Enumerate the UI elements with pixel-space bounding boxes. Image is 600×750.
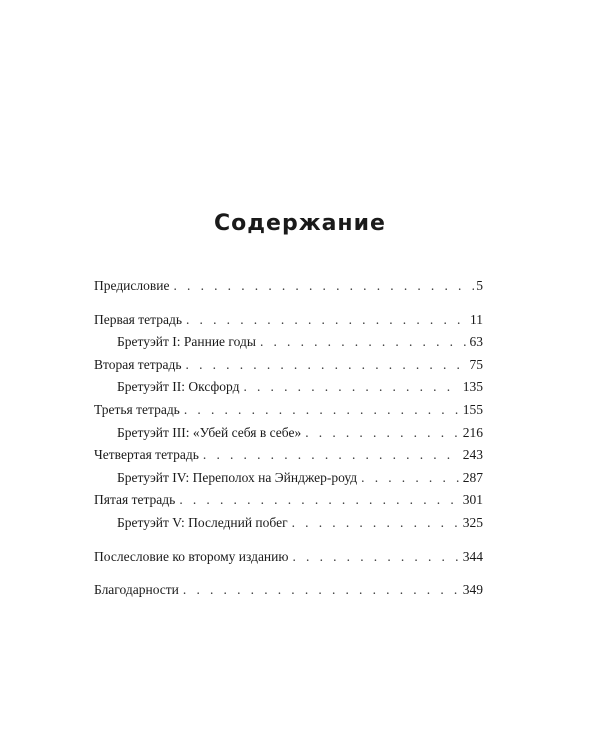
dot-leader xyxy=(186,354,468,377)
page-title: Содержание xyxy=(214,211,386,236)
toc-entry-page: 243 xyxy=(462,447,483,463)
toc-entry-label: Первая тетрадь xyxy=(94,311,182,327)
toc-entry-page: 301 xyxy=(462,492,483,508)
toc-entry-braithwaite-3 xyxy=(94,422,483,445)
toc-entry-preface xyxy=(94,275,483,298)
toc-entry-page: 349 xyxy=(462,582,483,598)
table-of-contents xyxy=(94,275,483,602)
dot-leader xyxy=(292,512,461,535)
toc-entry-label: Бретуэйт III: «Убей себя в себе» xyxy=(117,424,302,440)
toc-entry-label: Бретуэйт V: Последний побег xyxy=(117,514,288,530)
toc-entry-braithwaite-4 xyxy=(94,467,483,490)
dot-leader xyxy=(243,376,460,399)
toc-entry-notebook-2 xyxy=(94,354,483,377)
toc-entry-label: Бретуэйт IV: Переполох на Эйнджер-роуд xyxy=(117,469,358,485)
dot-leader xyxy=(184,399,461,422)
dot-leader xyxy=(260,331,468,354)
toc-entry-page: 344 xyxy=(462,548,483,564)
toc-entry-label: Вторая тетрадь xyxy=(94,356,182,372)
toc-entry-page: 216 xyxy=(462,424,483,440)
toc-entry-notebook-1 xyxy=(94,309,483,332)
toc-entry-page: 135 xyxy=(462,379,483,395)
dot-leader xyxy=(292,546,460,569)
toc-entry-acknowledgements xyxy=(94,579,483,602)
toc-entry-braithwaite-5 xyxy=(94,512,483,535)
toc-entry-page: 63 xyxy=(469,334,483,350)
dot-leader xyxy=(203,444,461,467)
toc-entry-page: 11 xyxy=(470,311,483,327)
dot-leader xyxy=(186,309,468,332)
dot-leader xyxy=(183,579,461,602)
toc-entry-page: 155 xyxy=(462,401,483,417)
toc-entry-notebook-4 xyxy=(94,444,483,467)
toc-entry-afterword xyxy=(94,546,483,569)
toc-entry-braithwaite-2 xyxy=(94,376,483,399)
toc-entry-label: Пятая тетрадь xyxy=(94,492,176,508)
toc-entry-label: Бретуэйт II: Оксфорд xyxy=(117,379,240,395)
dot-leader xyxy=(179,489,460,512)
dot-leader xyxy=(305,422,461,445)
toc-entry-label: Предисловие xyxy=(94,278,170,293)
toc-entry-braithwaite-1 xyxy=(94,331,483,354)
toc-entry-page: 5 xyxy=(476,278,483,293)
dot-leader xyxy=(173,275,474,298)
toc-entry-page: 325 xyxy=(462,514,483,530)
toc-entry-notebook-5 xyxy=(94,489,483,512)
toc-entry-label: Послесловие ко второму изданию xyxy=(94,548,289,564)
toc-entry-label: Третья тетрадь xyxy=(94,401,180,417)
toc-entry-label: Бретуэйт I: Ранние годы xyxy=(117,334,256,350)
toc-entry-page: 287 xyxy=(462,469,483,485)
toc-entry-label: Благодарности xyxy=(94,582,179,598)
toc-entry-page: 75 xyxy=(469,356,483,372)
toc-entry-label: Четвертая тетрадь xyxy=(94,447,199,463)
toc-entry-notebook-3 xyxy=(94,399,483,422)
dot-leader xyxy=(361,467,461,490)
